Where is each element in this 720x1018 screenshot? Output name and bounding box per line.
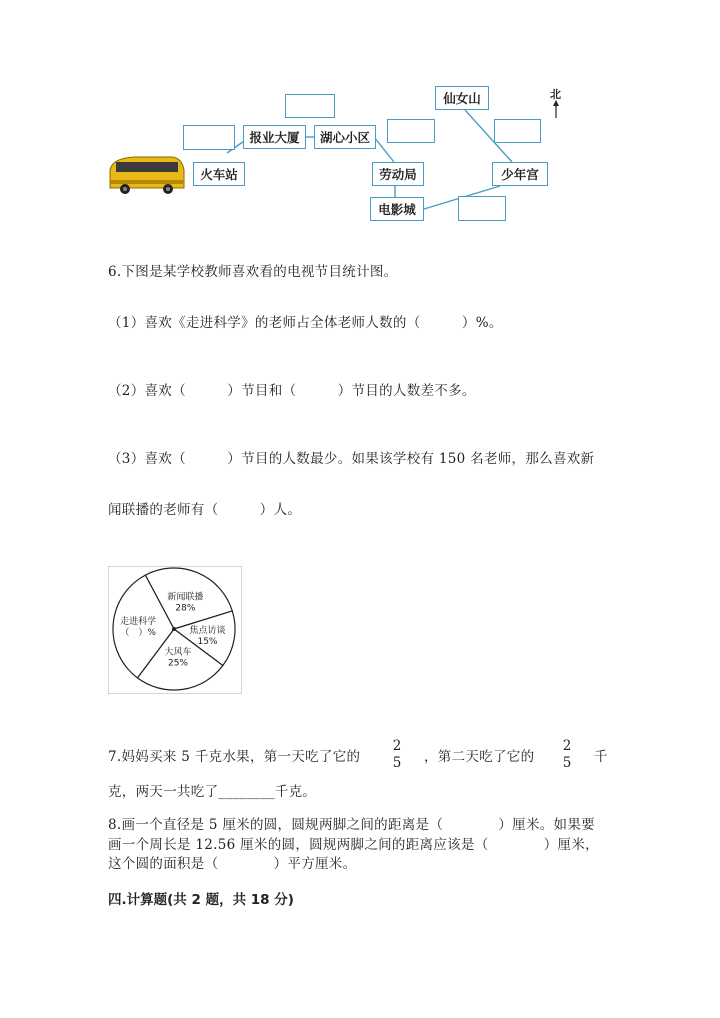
section-4-title: 四.计算题(共 2 题，共 18 分)	[108, 892, 294, 908]
route-lines	[0, 0, 720, 240]
pie-slice-name-1: 新闻联播	[167, 592, 204, 603]
q7-line2: 克，两天一共吃了________千克。	[108, 784, 317, 800]
blank-box-mid[interactable]	[387, 119, 435, 143]
q7-fraction-1-denominator: 5	[392, 755, 402, 771]
pie-slice-name-4: 走进科学	[120, 617, 157, 628]
blank-box-bottom[interactable]	[458, 196, 506, 221]
q6-intro: 6.下图是某学校教师喜欢看的电视节目统计图。	[108, 264, 398, 280]
q8-line1: 8.画一个直径是 5 厘米的圆，圆规两脚之间的距离是（ ）厘米。如果要	[108, 817, 595, 833]
q7-fraction-2-denominator: 5	[562, 755, 572, 771]
location-youth-palace: 少年宫	[492, 162, 548, 186]
q7-fraction-2-numerator: 2	[562, 738, 572, 754]
pie-slice-name-2: 焦点访谈	[189, 625, 226, 636]
q6-part3: （3）喜欢（ ）节目的人数最少。如果该学校有 150 名老师，那么喜欢新	[108, 451, 595, 467]
pie-slice-value-3: 25%	[167, 658, 189, 669]
location-train-station: 火车站	[193, 162, 245, 186]
pie-slice-value-4: （ ）%	[120, 628, 156, 639]
pie-slice-value-1: 28%	[175, 603, 196, 614]
north-label: 北	[550, 88, 561, 101]
q8-line2: 画一个周长是 12.56 厘米的圆，圆规两脚之间的距离应该是（ ）厘米，	[108, 837, 599, 853]
q8-line3: 这个圆的面积是（ ）平方厘米。	[108, 856, 357, 872]
q7-text-c: 千	[594, 749, 608, 765]
q7-fraction-2	[560, 738, 574, 771]
blank-box-right[interactable]	[494, 119, 541, 143]
blank-box-top[interactable]	[285, 94, 335, 118]
pie-center-dot	[172, 627, 176, 631]
pie-slice-name-3: 大风车	[164, 647, 192, 658]
q7-text-b: ，第二天吃了它的	[424, 749, 535, 765]
q7-fraction-1-numerator: 2	[392, 738, 402, 754]
location-cinema: 电影城	[370, 197, 424, 221]
pie-chart	[108, 566, 242, 694]
q6-part3-cont: 闻联播的老师有（ ）人。	[108, 502, 302, 518]
location-fairy-mountain: 仙女山	[435, 86, 489, 110]
location-labor-bureau: 劳动局	[372, 162, 424, 186]
q6-part1: （1）喜欢《走进科学》的老师占全体老师人数的（ ）%。	[108, 315, 503, 331]
pie-slice-value-2: 15%	[197, 636, 218, 647]
q7-text-a: 7.妈妈买来 5 千克水果，第一天吃了它的	[108, 749, 361, 765]
route-map	[0, 0, 720, 240]
bus-icon	[110, 157, 184, 194]
blank-box-left[interactable]	[183, 125, 235, 150]
q7-fraction-1	[390, 738, 404, 771]
location-newspaper-building: 报业大厦	[243, 125, 306, 149]
location-lake-center: 湖心小区	[314, 125, 376, 149]
q6-part2: （2）喜欢（ ）节目和（ ）节目的人数差不多。	[108, 383, 476, 399]
